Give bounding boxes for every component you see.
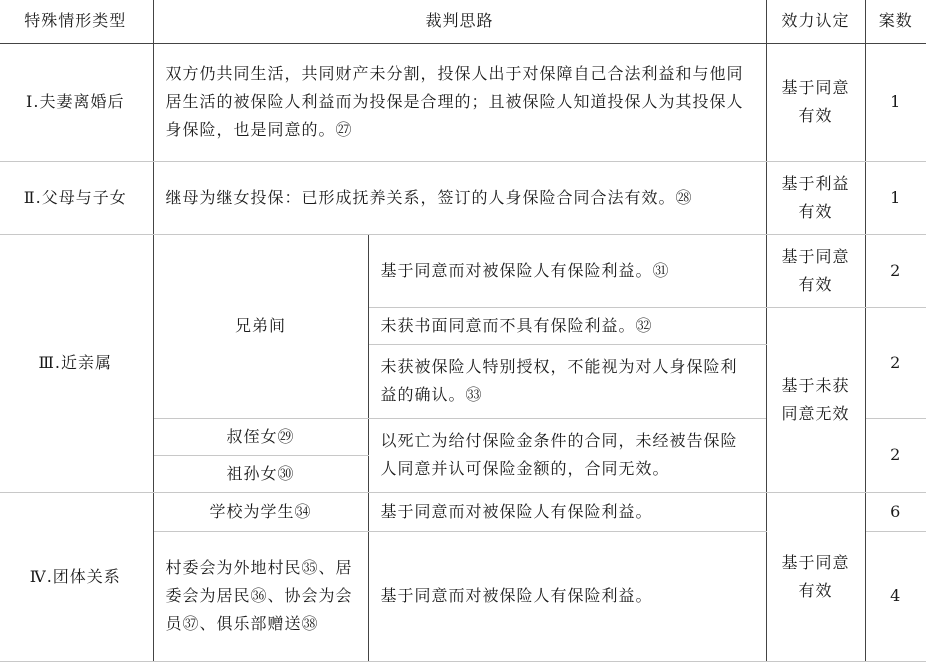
reasoning-cell: 基于同意而对被保险人有保险利益。 [368, 492, 766, 531]
case-count: 1 [865, 161, 926, 234]
case-type-relatives: Ⅲ.近亲属 [0, 234, 153, 492]
case-type-divorce: Ⅰ.夫妻离婚后 [0, 43, 153, 161]
reasoning-cell: 以死亡为给付保险金条件的合同，未经被告保险人同意并认可保险金额的，合同无效。 [368, 418, 766, 492]
header-row [0, 0, 926, 43]
case-count: 2 [865, 234, 926, 307]
reasoning-cell: 未获被保险人特别授权，不能视为对人身保险利益的确认。㉝ [368, 344, 766, 418]
case-type-parents: Ⅱ.父母与子女 [0, 161, 153, 234]
table-row [0, 492, 926, 531]
col-header-validity: 效力认定 [766, 0, 865, 43]
case-count: 1 [865, 43, 926, 161]
validity-cell: 基于同意有效 [766, 492, 865, 661]
table-row [0, 43, 926, 161]
col-header-count: 案数 [865, 0, 926, 43]
table-row [0, 234, 926, 307]
sub-type-school: 学校为学生㉞ [153, 492, 368, 531]
case-count: 2 [865, 418, 926, 492]
validity-cell: 基于未获同意无效 [766, 307, 865, 492]
sub-type-village-committee: 村委会为外地村民㉟、居委会为居民㊱、协会为会员㊲、俱乐部赠送㊳ [153, 531, 368, 661]
reasoning-cell: 双方仍共同生活，共同财产未分割，投保人出于对保障自己合法利益和与他同居生活的被保险人利益而为投保是合理的；且被保险人知道投保人为其投保人身保险，也是同意的。㉗ [153, 43, 766, 161]
sub-type-grandparent: 祖孙女㉚ [153, 455, 368, 492]
table-row [0, 161, 926, 234]
reasoning-cell: 未获书面同意而不具有保险利益。㉜ [368, 307, 766, 344]
col-header-reasoning: 裁判思路 [153, 0, 766, 43]
validity-cell: 基于利益有效 [766, 161, 865, 234]
case-count: 2 [865, 307, 926, 418]
sub-type-brothers: 兄弟间 [153, 234, 368, 418]
sub-type-uncle-niece: 叔侄女㉙ [153, 418, 368, 455]
case-type-group: Ⅳ.团体关系 [0, 492, 153, 661]
col-header-type: 特殊情形类型 [0, 0, 153, 43]
reasoning-cell: 基于同意而对被保险人有保险利益。 [368, 531, 766, 661]
reasoning-cell: 基于同意而对被保险人有保险利益。㉛ [368, 234, 766, 307]
case-count: 4 [865, 531, 926, 661]
reasoning-cell: 继母为继女投保：已形成抚养关系，签订的人身保险合同合法有效。㉘ [153, 161, 766, 234]
case-count: 6 [865, 492, 926, 531]
validity-cell: 基于同意有效 [766, 234, 865, 307]
validity-cell: 基于同意有效 [766, 43, 865, 161]
